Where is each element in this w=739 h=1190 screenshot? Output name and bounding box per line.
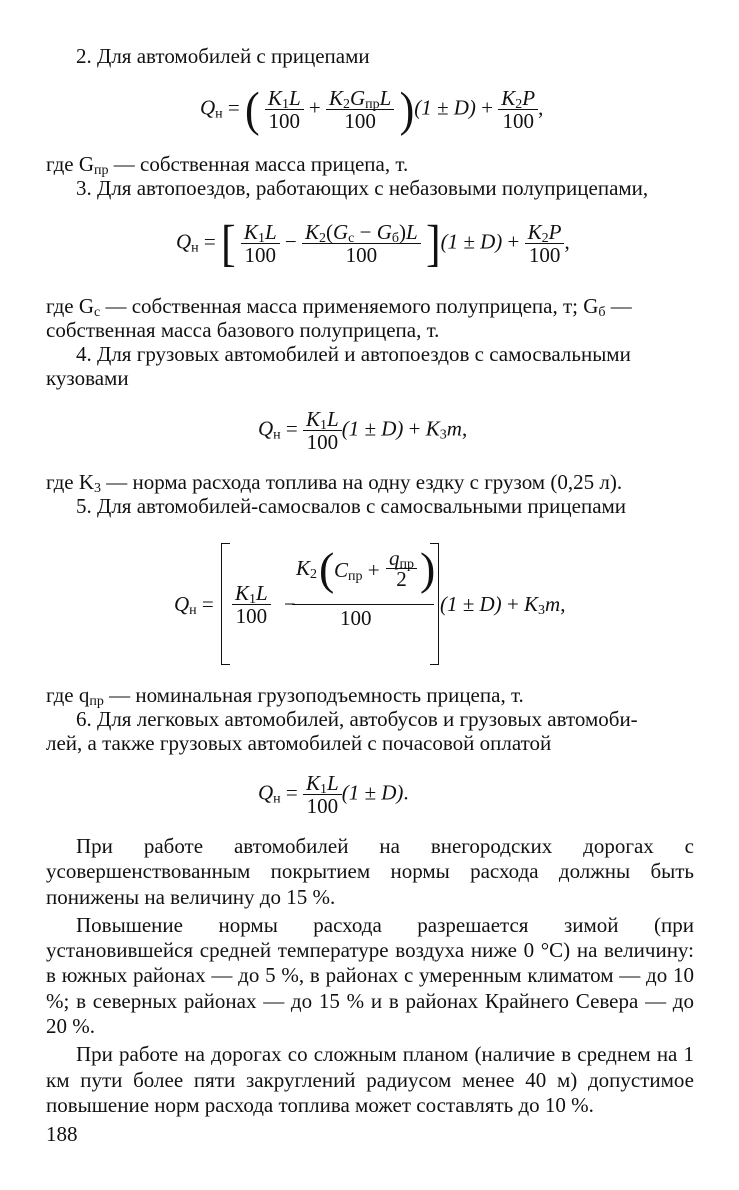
page-number: 188 <box>46 1122 78 1146</box>
formula-case-6: $Q_н$ = $\frac{K_1L}{100}$ (1 ± D). <box>258 771 409 818</box>
body-paragraphs <box>46 834 694 1118</box>
where-gc-line2: собственная масса базового полуприцепа, т. <box>46 318 440 342</box>
formula-case-3: $Q_н$ = [ $\frac{K_1L}{100}$ − $\frac{K_2(G_с - G_б)L}{100}$ ](1 ± D) + $\frac{K_2P}{100}$ , <box>176 215 570 272</box>
case-4-heading: 4. Для грузовых автомобилей и автопоездов с самосвальными <box>76 342 631 366</box>
formula-case-4: $Q_н$ = $\frac{K_1L}{100}$ $(1 \pm D) + K_3m$, <box>258 407 468 454</box>
where-k3: где $K_3$ — норма расхода топлива на одну ездку с грузом (0,25 л). <box>46 470 623 496</box>
case-6-heading-line2: лей, а также грузовых автомобилей с почасовой оплатой <box>46 731 552 755</box>
where-qpr: где $q_{пр}$ — номинальная грузоподъемность прицепа, т. <box>46 683 524 709</box>
where-gc: где $G_с$ — собственная масса применяемого полуприцепа, т; $G_б$ — <box>46 294 632 320</box>
where-gpr: где $G_{пр}$ — собственная масса прицепа, т. <box>46 152 409 178</box>
case-3-heading: 3. Для автопоездов, работающих с небазовыми полуприцепами, <box>76 176 649 200</box>
case-4-heading-line2: кузовами <box>46 366 129 390</box>
formula-case-2: $Q_н$ = ( $\frac{K_1L}{100}$ + $\frac{K_2G_{пр}L}{100}$ )(1 ± D) + $\frac{K_2P}{100}$ , <box>200 82 544 137</box>
paragraph-complex-roads: При работе на дорогах со сложным планом (наличие в среднем на 1 км пути более пяти закруглений радиусом менее 40 м) допустимое повышение норм расхода топлива может составлять до 10 %. <box>46 1042 694 1117</box>
paragraph-highway: При работе автомобилей на внегородских дорогах с усовершенствованным покрытием нормы расхода должны быть понижены на величину до 15 %. <box>46 834 694 909</box>
case-5-heading: 5. Для автомобилей-самосвалов с самосвальными прицепами <box>76 494 627 518</box>
case-6-heading: 6. Для легковых автомобилей, автобусов и грузовых автомоби- <box>76 707 638 731</box>
case-2-heading: 2. Для автомобилей с прицепами <box>76 44 370 68</box>
paragraph-winter: Повышение нормы расхода разрешается зимой (при установившейся средней температуре воздуха ниже 0 °С) на величину: в южных районах — до 5 %, в районах с умеренным климатом — до 10 %; в северных районах — до 15 % и в районах Крайнего Севера — до 20 %. <box>46 912 694 1039</box>
